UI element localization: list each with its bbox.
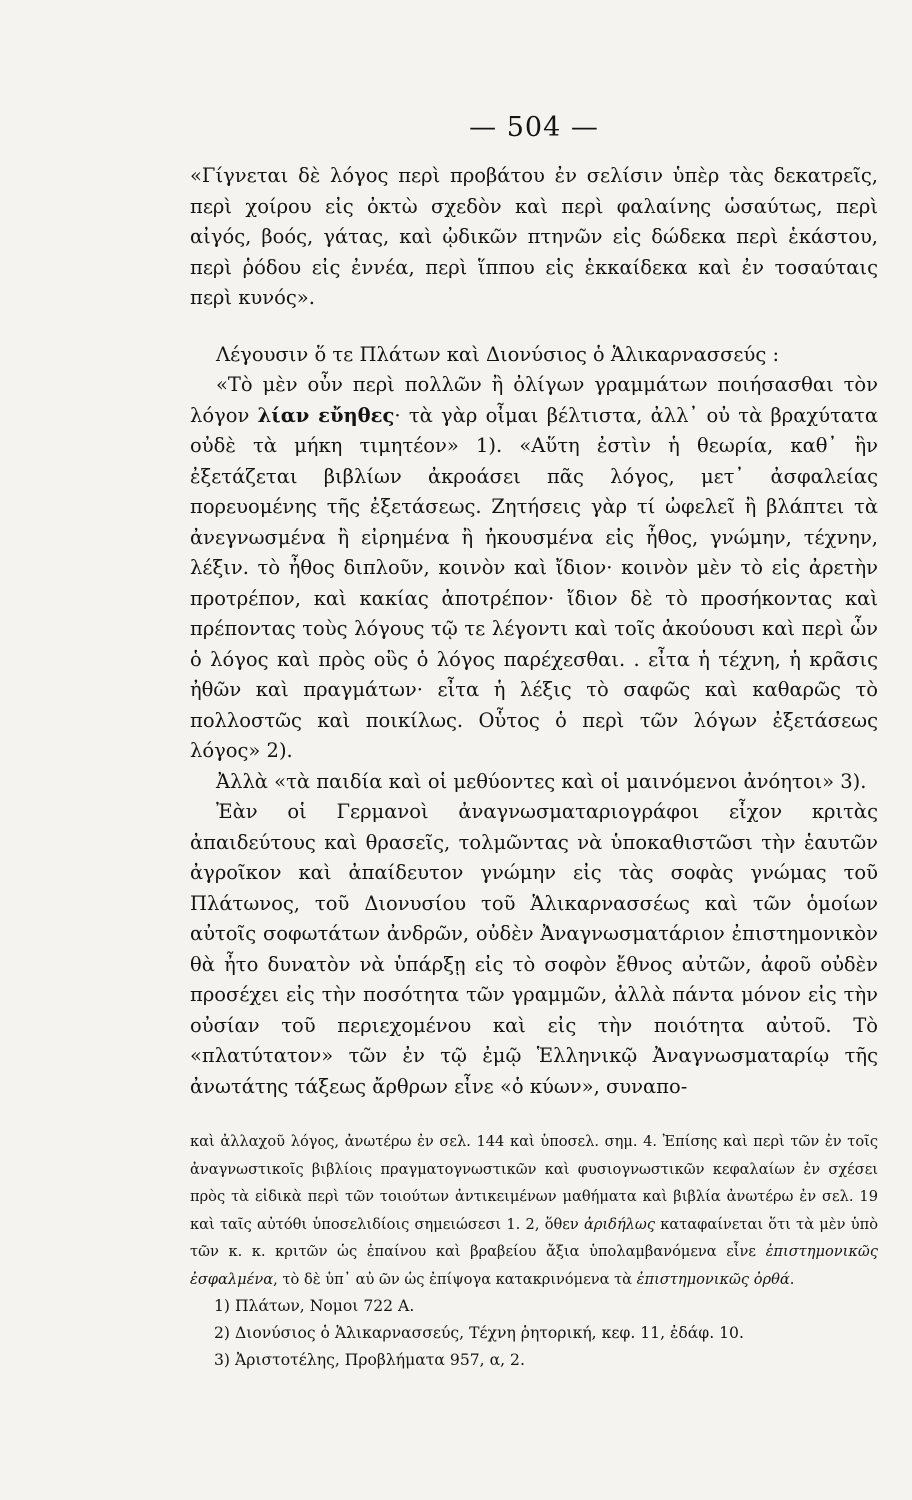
page-number: — 504 — — [469, 112, 599, 143]
paragraph-plato-dionysius-quote — [190, 370, 878, 767]
footnote-text-b: καταφαίνεται ὅτι τὰ μὲν ὑπὸ τῶν κ. κ. κριτῶν ὡς ἐπαίνου καὶ βραβείου ἄξια ὑπολαμβανόμενα εἶνε — [190, 1215, 878, 1260]
paragraph-aristotle-quote: Ἀλλὰ «τὰ παιδία καὶ οἱ μεθύοντες καὶ οἱ μαινόμενοι ἀνόητοι» 3). — [216, 769, 867, 793]
footnote-text-c: , τὸ δὲ ὑπ᾽ αὐ ῶν ὡς ἐπίψογα κατακρινόμενα τὰ — [273, 1270, 637, 1288]
paragraph-plato-dionysius-intro: Λέγουσιν ὅ τε Πλάτων καὶ Διονύσιος ὁ Ἁλικαρνασσεύς : — [216, 342, 780, 366]
footnote-continuation — [190, 1128, 878, 1293]
bold-phrase: λίαν εὔηθες — [257, 403, 395, 427]
footnotes — [190, 1128, 878, 1374]
footnote-italic-c: ἐπιστημονικῶς ὀρθά — [636, 1270, 790, 1288]
footnote-text-a: καὶ ἀλλαχοῦ λόγος, ἀνωτέρω ἐν σελ. 144 καὶ ὑποσελ. σημ. 4. Ἐπίσης καὶ περὶ τῶν ἐν τοῖς ἀναγνωστικοῖς βιβλίοις πραγματογνωστικῶν καὶ φυσιογνωστικῶν κεφαλαίων ἐν σχέσει πρὸς τὰ εἰδικὰ περὶ τῶν τοιούτων ἀντικειμένων μαθήματα καὶ βιβλία ἀνωτέρω ἐν σελ. 19 καὶ ταῖς αὐτόθι ὑποσελιδίοις σημειώσεσι 1. 2, ὅθεν — [190, 1133, 878, 1233]
footnote-2: 2) Διονύσιος ὁ Ἁλικαρνασσεύς, Τέχνη ῥητορική, κεφ. 11, ἐδάφ. 10. — [214, 1324, 744, 1342]
footnote-1: 1) Πλάτων, Νομοι 722 Α. — [214, 1297, 415, 1315]
footnote-text-d: . — [789, 1270, 795, 1288]
quote-text-rest: · τὰ γὰρ οἶμαι βέλτιστα, ἀλλ᾽ οὐ τὰ βραχύτατα οὐδὲ τὰ μήκη τιμητέον» 1). «Αὕτη ἐστὶν ἡ θεωρία, καθ᾽ ἣν ἐξετάζεται βιβλίων ἀκροάσει πᾶς λόγος, μετ᾽ ἀσφαλείας πορευομένης τῆς ἐξετάσεως. Ζητήσεις γὰρ τί ὠφελεῖ ἢ βλάπτει τὰ ἀνεγνωσμένα ἢ εἰρημένα ἢ ἠκουσμένα εἰς ἦθος, γνώμην, τέχνην, λέξιν. τὸ ἦθος διπλοῦν, κοινὸν καὶ ἴδιον· κοινὸν μὲν τὸ εἰς ἀρετὴν προτρέπον, καὶ κακίας ἀποτρέπον· ἴδιον δὲ τὸ προσήκοντας καὶ πρέποντας τοὺς λόγους τῷ τε λέγοντι καὶ τοῖς ἀκούουσι καὶ περὶ ὧν ὁ λόγος καὶ πρὸς οὓς ὁ λόγος παρέχεσθαι. . εἶτα ἡ τέχνη, ἡ κρᾶσις ἠθῶν καὶ πραγμάτων· εἶτα ἡ λέξις τὸ σαφῶς καὶ καθαρῶς τὸ πολλοστῶς καὶ ποικίλως. Οὗτος ὁ περὶ τῶν λόγων ἐξετάσεως λόγος» 2). — [190, 403, 879, 762]
paragraph-german-readers: Ἐὰν οἱ Γερμανοὶ ἀναγνωσματαριογράφοι εἶχον κριτὰς ἀπαιδεύτους καὶ θρασεῖς, τολμῶντας νὰ ὑποκαθιστῶσι τὴν ἑαυτῶν ἀγροῖκον καὶ ἀπαίδευτον γνώμην εἰς τὰς σοφὰς γνώμας τοῦ Πλάτωνος, τοῦ Διονυσίου τοῦ Ἁλικαρνασσέως καὶ τῶν ὁμοίων αὐτοῖς σοφωτάτων ἀνδρῶν, οὐδὲν Ἀναγνωσματάριον ἐπιστημονικὸν θὰ ἦτο δυνατὸν νὰ ὑπάρξῃ εἰς τὸ σοφὸν ἔθνος αὐτῶν, ἀφοῦ οὐδὲν προσέχει εἰς τὴν ποσότητα τῶν γραμμῶν, ἀλλὰ πάντα μόνον εἰς τὴν οὐσίαν τοῦ περιεχομένου καὶ εἰς τὴν ποιότητα αὐτοῦ. Τὸ «πλατύτατον» τῶν ἐν τῷ ἐμῷ Ἑλληνικῷ Ἀναγνωσματαρίῳ τῆς ἀνωτάτης τάξεως ἄρθρων εἶνε «ὁ κύων», συναπο- — [190, 800, 878, 1098]
main-text — [190, 161, 878, 1102]
paragraph-quote-lengths: «Γίγνεται δὲ λόγος περὶ προβάτου ἐν σελίσιν ὑπὲρ τὰς δεκατρεῖς, περὶ χοίρου εἰς ὀκτὼ σχεδὸν καὶ περὶ φαλαίνης ὡσαύτως, περὶ αἰγός, βοός, γάτας, καὶ ᾠδικῶν πτηνῶν εἰς δώδεκα περὶ ἑκάστου, περὶ ῥόδου εἰς ἐννέα, περὶ ἵππου εἰς ἑκκαίδεκα καὶ ἐν τοσαύταις περὶ κυνός». — [190, 164, 878, 309]
footnote-3: 3) Ἀριστοτέλης, Προβλήματα 957, α, 2. — [214, 1351, 525, 1369]
footnote-italic-a: ἀριδήλως — [584, 1215, 656, 1233]
footnote-italic-b: ἐπιστημονικῶς ἐσφαλμένα — [190, 1243, 878, 1288]
quote-text-start: «Τὸ μὲν οὖν περὶ πολλῶν ἢ ὀλίγων γραμμάτων ποιήσασθαι τὸν λόγον — [190, 373, 878, 427]
